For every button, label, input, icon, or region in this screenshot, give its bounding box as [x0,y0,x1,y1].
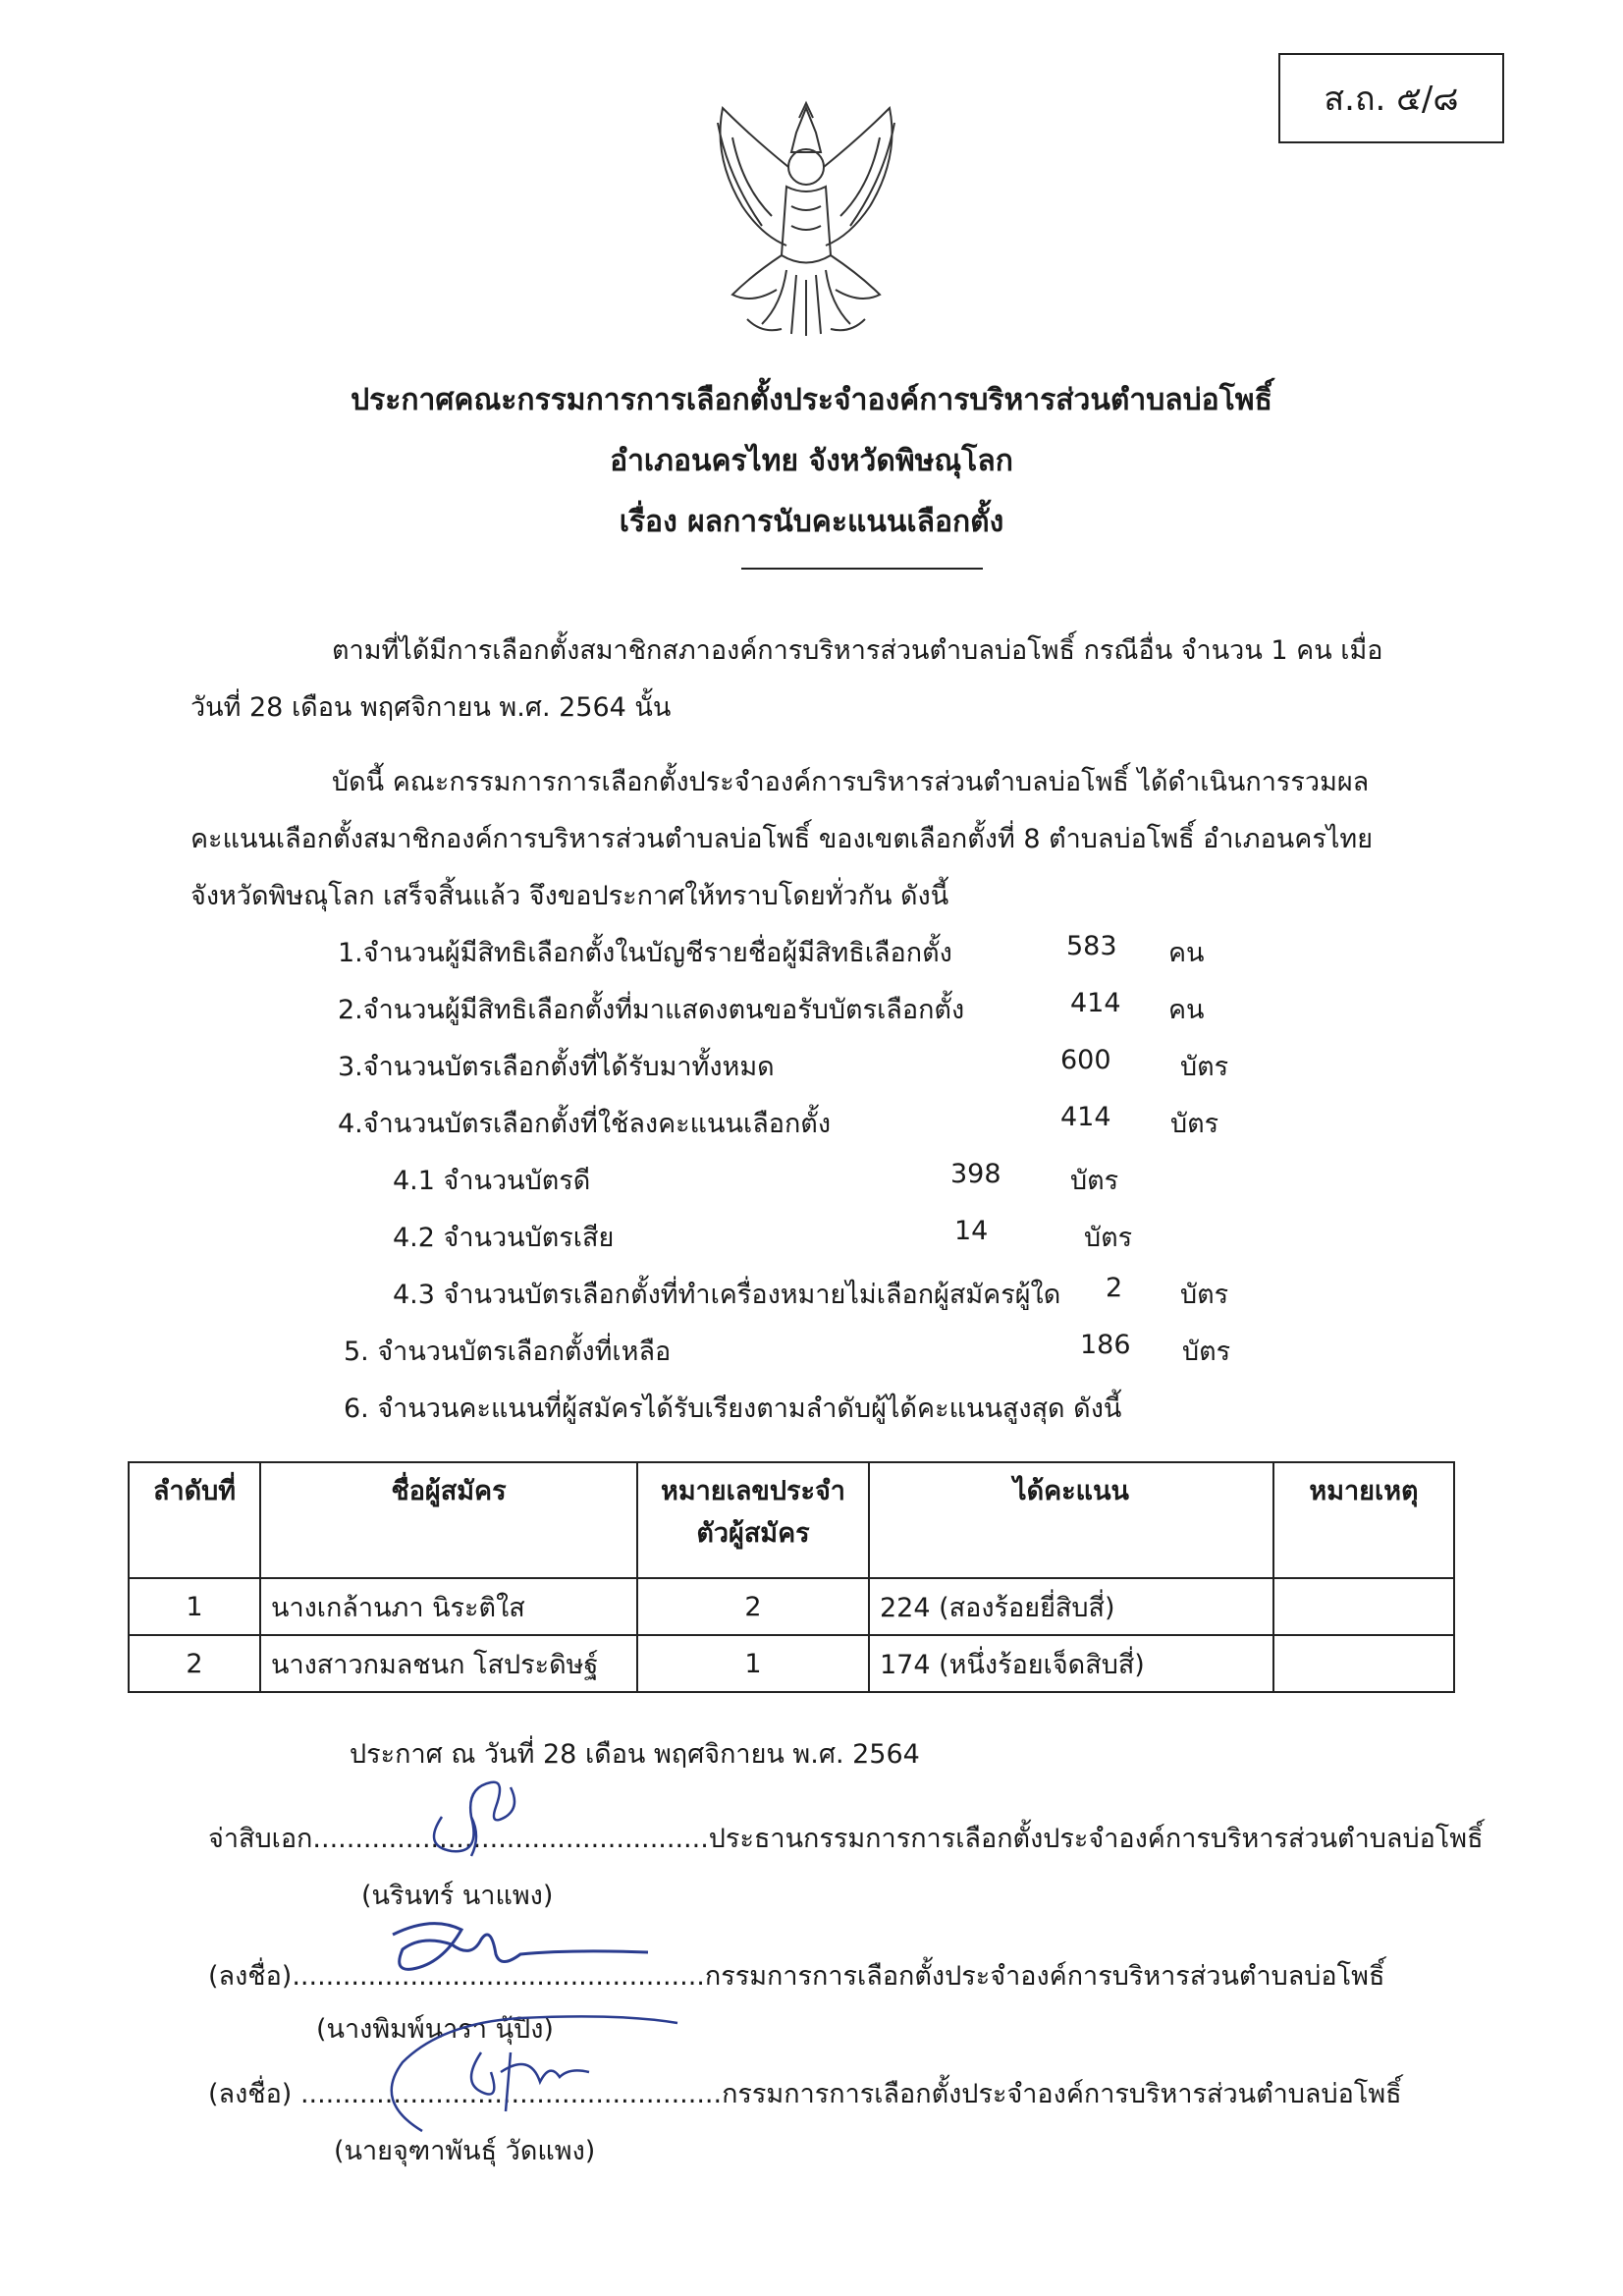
title-divider [741,568,983,570]
stat-unit: บัตร [1170,1109,1219,1139]
document-code-box [1278,53,1504,143]
signature-line-1 [208,1817,1484,1859]
stat-value: 583 [1066,931,1117,961]
stat-label: 4.จำนวนบัตรเลือกตั้งที่ใช้ลงคะแนนเลือกตั้ง [338,1109,832,1139]
body-line-3: จังหวัดพิษณุโลก เสร็จสิ้นแล้ว จึงขอประกาศให้ทราบโดยทั่วกัน ดังนี้ [190,881,949,911]
cell-score: 174 (หนึ่งร้อยเจ็ดสิบสี่) [869,1635,1273,1692]
cell-note [1273,1578,1454,1635]
intro-line-2: วันที่ 28 เดือน พฤศจิกายน พ.ศ. 2564 นั้น [190,692,672,723]
signature-role: ประธานกรรมการการเลือกตั้งประจำองค์การบริหารส่วนตำบลบ่อโพธิ์ [708,1824,1484,1854]
table-header-row [129,1462,1454,1578]
signature-prefix: (ลงชื่อ) [208,1961,293,1992]
stat-unit: บัตร [1070,1166,1119,1196]
signatory-name-1: (นรินทร์ นาแพง) [361,1881,554,1911]
signatory-name-2: (นางพิมพ์นารา นุ้ปิง) [316,2014,554,2045]
results-table [128,1461,1455,1693]
table-row [129,1635,1454,1692]
stat-label: 4.2 จำนวนบัตรเสีย [393,1223,615,1253]
cell-number: 1 [637,1635,869,1692]
signature-dots: .................................................. [299,2079,723,2109]
cell-note [1273,1635,1454,1692]
stat-label: 4.1 จำนวนบัตรดี [393,1166,591,1196]
body-line-1: บัดนี้ คณะกรรมการการเลือกตั้งประจำองค์การบริหารส่วนตำบลบ่อโพธิ์ ได้ดำเนินการรวมผล [332,767,1370,797]
cell-rank: 2 [129,1635,260,1692]
title-line-3: เรื่อง ผลการนับคะแนนเลือกตั้ง [619,505,1004,539]
header-rank: ลำดับที่ [129,1462,260,1578]
stat-value: 2 [1106,1273,1123,1303]
stat-unit: คน [1168,995,1205,1025]
cell-name: นางเกล้านภา นิระติใส [260,1578,637,1635]
stat-label: 1.จำนวนผู้มีสิทธิเลือกตั้งในบัญชีรายชื่อผู้มีสิทธิเลือกตั้ง [338,938,952,968]
stat-unit: บัตร [1180,1052,1229,1082]
intro-line-1: ตามที่ได้มีการเลือกตั้งสมาชิกสภาองค์การบริหารส่วนตำบลบ่อโพธิ์ กรณีอื่น จำนวน 1 คน เมื่อ [332,635,1383,666]
stat-value: 414 [1070,988,1121,1018]
signature-prefix: (ลงชื่อ) [208,2079,293,2109]
signature-dots: ............................................... [312,1824,709,1854]
cell-number: 2 [637,1578,869,1635]
stat-value: 600 [1060,1045,1111,1075]
handwritten-signature-3 [363,1994,687,2141]
document-code: ส.ถ. ๕/๘ [1324,80,1459,119]
header-note: หมายเหตุ [1273,1462,1454,1578]
signature-prefix: จ่าสิบเอก [208,1824,313,1854]
stat-value: 186 [1080,1330,1131,1360]
stat-unit: บัตร [1182,1337,1231,1367]
signatory-name-3: (นายจุฑาพันธุ์ วัดแพง) [334,2136,596,2166]
stat-unit: บัตร [1180,1280,1229,1310]
stat-unit: บัตร [1084,1223,1133,1253]
stat-label: 3.จำนวนบัตรเลือกตั้งที่ได้รับมาทั้งหมด [338,1052,775,1082]
cell-score: 224 (สองร้อยยี่สิบสี่) [869,1578,1273,1635]
body-line-2: คะแนนเลือกตั้งสมาชิกองค์การบริหารส่วนตำบลบ่อโพธิ์ ของเขตเลือกตั้งที่ 8 ตำบลบ่อโพธิ์ อำเภอนครไทย [190,824,1374,854]
handwritten-signature-1 [412,1758,530,1866]
header-number: หมายเลขประจำตัวผู้สมัคร [637,1462,869,1578]
cell-name: นางสาวกมลชนก โสประดิษฐ์ [260,1635,637,1692]
stat-label: 4.3 จำนวนบัตรเลือกตั้งที่ทำเครื่องหมายไม่เลือกผู้สมัครผู้ใด [393,1280,1061,1310]
header-score: ได้คะแนน [869,1462,1273,1578]
stat-value: 414 [1060,1102,1111,1132]
stat-label: 6. จำนวนคะแนนที่ผู้สมัครได้รับเรียงตามลำดับผู้ได้คะแนนสูงสุด ดังนี้ [344,1394,1122,1424]
title-line-2: อำเภอนครไทย จังหวัดพิษณุโลก [610,444,1013,478]
stat-label: 2.จำนวนผู้มีสิทธิเลือกตั้งที่มาแสดงตนขอรับบัตรเลือกตั้ง [338,995,965,1025]
handwritten-signature-2 [373,1905,668,2003]
title-line-1: ประกาศคณะกรรมการการเลือกตั้งประจำองค์การบริหารส่วนตำบลบ่อโพธิ์ [351,383,1272,417]
stat-unit: คน [1168,938,1205,968]
signature-role: กรรมการการเลือกตั้งประจำองค์การบริหารส่วนตำบลบ่อโพธิ์ [722,2079,1402,2109]
stat-value: 14 [954,1216,989,1246]
cell-rank: 1 [129,1578,260,1635]
stat-value: 398 [950,1159,1001,1189]
signature-dots: ................................................. [292,1961,705,1992]
signature-role: กรรมการการเลือกตั้งประจำองค์การบริหารส่วนตำบลบ่อโพธิ์ [704,1961,1385,1992]
announcement-date: ประกาศ ณ วันที่ 28 เดือน พฤศจิกายน พ.ศ. 2564 [350,1739,920,1770]
stat-label: 5. จำนวนบัตรเลือกตั้งที่เหลือ [344,1337,672,1367]
table-row [129,1578,1454,1635]
header-name: ชื่อผู้สมัคร [260,1462,637,1578]
garuda-emblem-icon [693,98,919,339]
